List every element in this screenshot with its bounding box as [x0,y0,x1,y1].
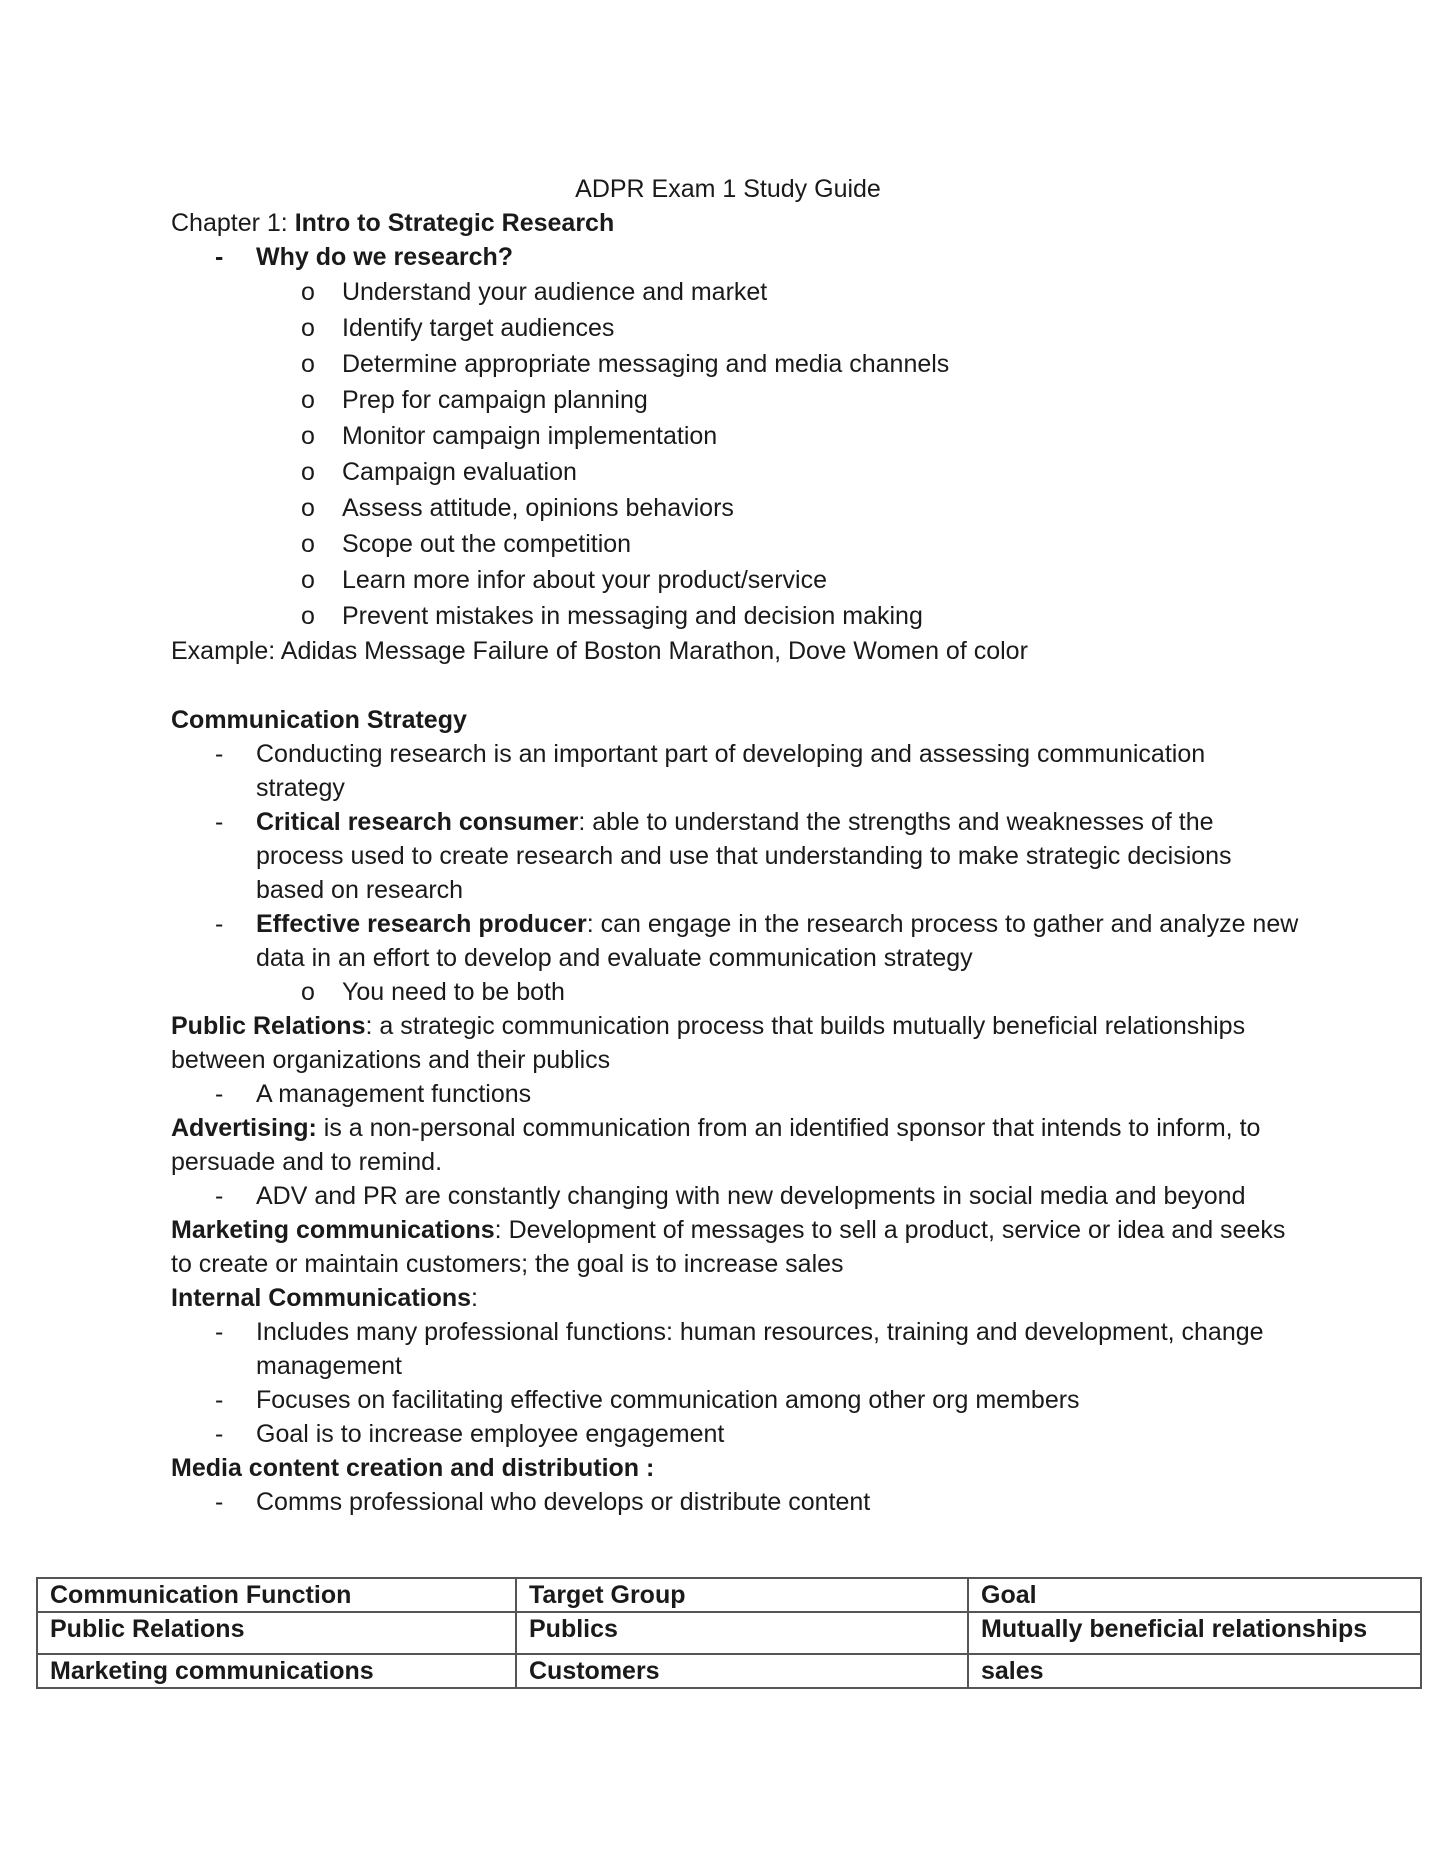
chapter-heading [171,206,1301,240]
comm-strategy-heading: Communication Strategy [171,706,467,734]
adv-text: is a non-personal communication from an identified sponsor that intends to inform, to persuade and to remind. [171,1114,1261,1176]
pr-definition [171,1009,1301,1077]
comm-strategy-bullet [171,907,1301,975]
why-item: o Campaign evaluation [171,454,1301,490]
media-bullet: - Comms professional who develops or distribute content [171,1485,1301,1519]
why-research-heading: - Why do we research? [171,240,1301,274]
why-item: o Identify target audiences [171,310,1301,346]
mc-term: Marketing communications [171,1216,495,1244]
comm-strategy-bullet: - Conducting research is an important part of developing and assessing communication strategy [171,737,1301,805]
ic-term: Internal Communications [171,1284,472,1312]
media-heading: Media content creation and distribution : [171,1454,655,1482]
chapter-prefix: Chapter 1: [171,209,295,237]
table-header-cell: Goal [968,1578,1421,1612]
ic-bullet: - Goal is to increase employee engagement [171,1417,1301,1451]
table-cell: Customers [516,1654,968,1688]
spacer [171,668,1301,703]
comm-strategy-bullet [171,805,1301,907]
why-item: o Scope out the competition [171,526,1301,562]
comm-strategy-sub-item: o You need to be both [171,975,1301,1009]
pr-term: Public Relations [171,1012,366,1040]
mc-definition [171,1213,1301,1281]
effective-producer-term: Effective research producer [256,910,587,938]
table-cell: Publics [516,1612,968,1654]
table-cell: Marketing communications [37,1654,516,1688]
critical-consumer-text: : able to understand the strengths and weaknesses of the process used to create research and use that understanding to make strategic decisions based on research [256,808,1232,904]
table-header-cell: Communication Function [37,1578,516,1612]
ic-heading [171,1281,1301,1315]
example-line: Example: Adidas Message Failure of Boston Marathon, Dove Women of color [171,637,1028,665]
table-header-row [37,1578,1421,1612]
document-body [171,172,1301,1519]
pr-text: : a strategic communication process that builds mutually beneficial relationships between organizations and their publics [171,1012,1246,1074]
ic-bullet: - Includes many professional functions: human resources, training and development, change management [171,1315,1301,1383]
adv-definition [171,1111,1301,1179]
table-cell: sales [968,1654,1421,1688]
communication-function-table [36,1577,1422,1689]
table-row [37,1654,1421,1688]
ic-bullet: - Focuses on facilitating effective communication among other org members [171,1383,1301,1417]
why-item: o Prevent mistakes in messaging and decision making [171,598,1301,634]
why-item: o Monitor campaign implementation [171,418,1301,454]
pr-bullet: - A management functions [171,1077,1301,1111]
table-row [37,1612,1421,1654]
why-item: o Prep for campaign planning [171,382,1301,418]
effective-producer-text: : can engage in the research process to gather and analyze new data in an effort to develop and evaluate communication strategy [256,910,1299,972]
chapter-name: Intro to Strategic Research [294,209,615,237]
document-title: ADPR Exam 1 Study Guide [575,175,881,203]
critical-consumer-term: Critical research consumer [256,808,579,836]
table-header-cell: Target Group [516,1578,968,1612]
why-item: o Assess attitude, opinions behaviors [171,490,1301,526]
why-item: o Determine appropriate messaging and media channels [171,346,1301,382]
why-item: o Learn more infor about your product/service [171,562,1301,598]
ic-text: : [471,1284,478,1312]
mc-text: : Development of messages to sell a product, service or idea and seeks to create or maintain customers; the goal is to increase sales [171,1216,1286,1278]
table-cell: Mutually beneficial relationships [968,1612,1421,1654]
adv-term: Advertising: [171,1114,317,1142]
why-item: o Understand your audience and market [171,274,1301,310]
table-cell: Public Relations [37,1612,516,1654]
adv-bullet: - ADV and PR are constantly changing with new developments in social media and beyond [171,1179,1301,1213]
